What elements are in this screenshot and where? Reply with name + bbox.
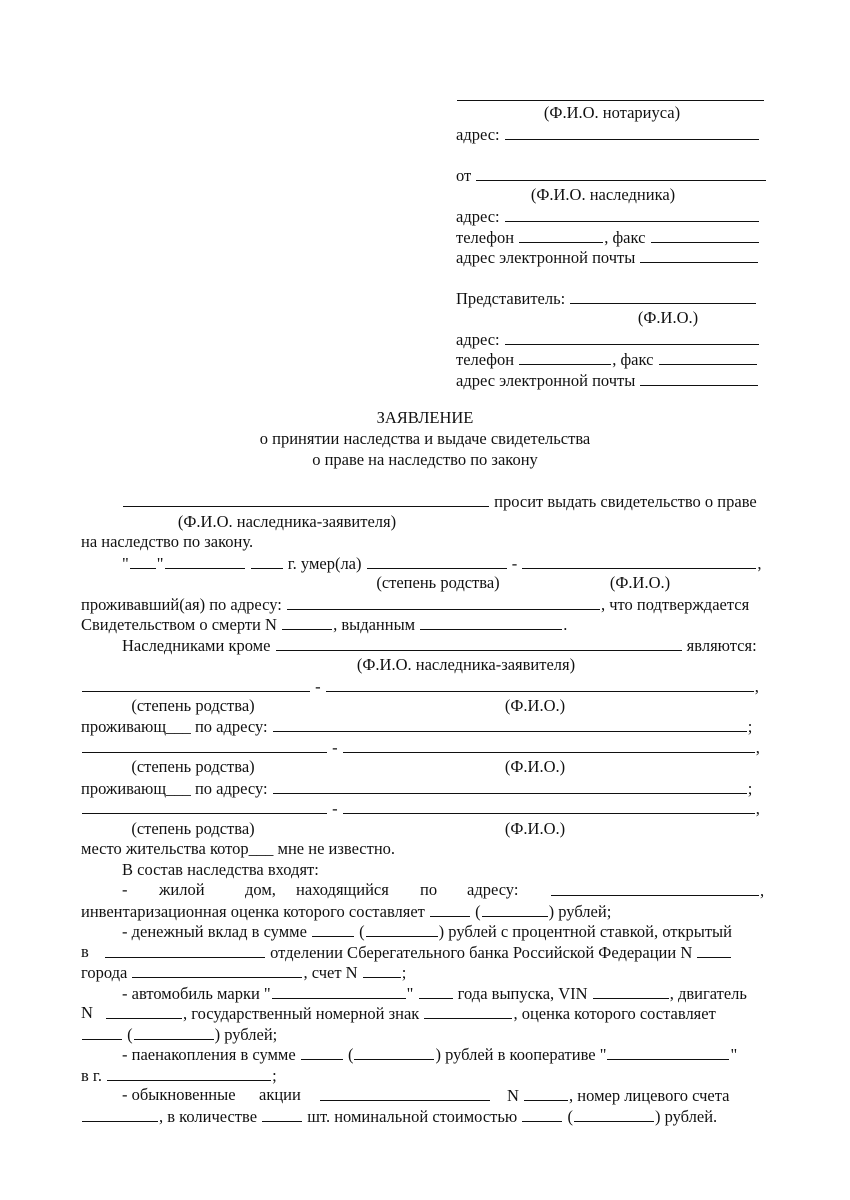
rep-address-label: адрес: xyxy=(456,330,500,349)
rep-address-row xyxy=(456,329,760,351)
city-field[interactable] xyxy=(132,962,302,978)
heir2-degree-caption: (степень родства) xyxy=(131,757,255,776)
car-plate-label: , государственный номерной знак xyxy=(183,1004,420,1023)
rep-phone-label: телефон xyxy=(456,350,515,369)
death-cert-issuer-field[interactable] xyxy=(420,614,562,630)
car-row xyxy=(122,983,747,1005)
deposit-amount[interactable] xyxy=(312,921,354,937)
paren-open: ( xyxy=(347,1045,354,1064)
car-vin-field[interactable] xyxy=(593,983,669,999)
heir1-address-row xyxy=(81,716,752,738)
unknown-residence: место жительства котор___ мне не известно. xyxy=(81,839,396,858)
applicant-caption: (Ф.И.О. наследника-заявителя) xyxy=(177,512,397,531)
paren-open: ( xyxy=(567,1107,573,1126)
comma: , xyxy=(760,881,765,900)
dash: - xyxy=(332,738,338,757)
dash: - xyxy=(315,677,321,696)
car-eval-number[interactable] xyxy=(82,1024,122,1040)
account-label: , счет N xyxy=(303,963,358,982)
deposit-label: - денежный вклад в сумме xyxy=(122,922,307,941)
heirs-label: Наследниками кроме xyxy=(122,636,271,655)
deceased-degree-field[interactable] xyxy=(367,553,507,569)
heir1-degree-caption: (степень родства) xyxy=(131,696,255,715)
rep-fax-field[interactable] xyxy=(659,349,757,365)
branch-row xyxy=(104,942,732,964)
rep-fax-label: , факс xyxy=(612,350,654,369)
heir3-degree-field[interactable] xyxy=(82,798,327,814)
house-eval-label: инвентаризационная оценка которого составляет xyxy=(81,902,425,921)
lived-row xyxy=(81,594,749,616)
stocks-w1: акции xyxy=(259,1085,301,1104)
heir-phone-row xyxy=(456,227,760,249)
car-eval-label: , оценка которого составляет xyxy=(513,1004,716,1023)
branch-label: отделении Сберегательного банка Российской Федерации N xyxy=(270,943,693,962)
car-label: - автомобиль марки " xyxy=(122,984,271,1003)
heir-fax-label: , факс xyxy=(604,228,646,247)
car-year-label: года выпуска, VIN xyxy=(457,984,588,1003)
year-suffix: г. умер(ла) xyxy=(287,554,362,573)
death-year-field[interactable] xyxy=(251,553,283,569)
car-engine-label: , двигатель xyxy=(669,984,747,1003)
applicant-name-field[interactable] xyxy=(123,491,489,507)
heirs-caption: (Ф.И.О. наследника-заявителя) xyxy=(356,655,576,674)
city-row xyxy=(81,962,406,984)
heir2-degree-field[interactable] xyxy=(82,737,327,753)
heir2-fio-caption: (Ф.И.О.) xyxy=(504,757,566,776)
rep-name-field[interactable] xyxy=(570,288,756,304)
heir3-name-field[interactable] xyxy=(343,798,755,814)
stocks-issuer-group xyxy=(319,1085,491,1107)
death-cert-label: Свидетельством о смерти N xyxy=(81,615,277,634)
deposit-amount-words[interactable] xyxy=(366,921,438,937)
heir-name-field[interactable] xyxy=(476,165,766,181)
death-cert-number-field[interactable] xyxy=(282,614,332,630)
branch-number-field[interactable] xyxy=(697,942,731,958)
notary-address-row xyxy=(456,124,760,146)
rub-close: ) рублей; xyxy=(548,902,612,921)
car-eval-row xyxy=(81,1024,277,1046)
heir3-degree-caption: (степень родства) xyxy=(131,819,255,838)
dash: - xyxy=(511,554,518,573)
city-label: города xyxy=(81,963,128,982)
issued-label: , выданным xyxy=(333,615,416,634)
death-month-field[interactable] xyxy=(165,553,245,569)
notary-name-field[interactable] xyxy=(457,100,764,101)
stocks-nom-words[interactable] xyxy=(574,1106,654,1122)
house-eval-row xyxy=(81,901,611,923)
heir1-address-label: проживающ___ по адресу: xyxy=(81,717,268,736)
comma: , xyxy=(757,554,762,573)
death-cert-row xyxy=(81,614,567,636)
p1-tail: просит выдать свидетельство о праве xyxy=(494,492,757,511)
semicolon: ; xyxy=(747,717,753,736)
heir2-address-field[interactable] xyxy=(273,778,747,794)
heirs-tail: являются: xyxy=(686,636,757,655)
house-w3: находящийся xyxy=(296,880,389,899)
paren-open: ( xyxy=(359,922,365,941)
notary-caption: (Ф.И.О. нотариуса) xyxy=(543,103,681,122)
stocks-w0: - обыкновенные xyxy=(122,1085,236,1104)
paren-open: ( xyxy=(475,902,481,921)
quote-open: " xyxy=(122,554,129,573)
rep-phone-field[interactable] xyxy=(519,349,611,365)
stocks-nom-label: шт. номинальной стоимостью xyxy=(307,1107,518,1126)
heir-phone-label: телефон xyxy=(456,228,515,247)
rep-label: Представитель: xyxy=(456,289,566,308)
from-row xyxy=(456,165,767,187)
stocks-qty-row xyxy=(81,1106,717,1128)
heir1-address-field[interactable] xyxy=(273,716,747,732)
heir2-name-field[interactable] xyxy=(343,737,755,753)
heir-email-row xyxy=(456,247,759,269)
coop-name-field[interactable] xyxy=(607,1044,729,1060)
heir3-row xyxy=(81,798,760,820)
document-subtitle-2: о праве на наследство по закону xyxy=(312,450,538,469)
heir-email-field[interactable] xyxy=(640,247,758,263)
share-amount-words[interactable] xyxy=(354,1044,434,1060)
house-w4: по xyxy=(420,880,438,899)
heir3-fio-caption: (Ф.И.О.) xyxy=(504,819,566,838)
deceased-degree-caption: (степень родства) xyxy=(376,573,500,592)
comma: , xyxy=(755,799,760,818)
stocks-nom-number[interactable] xyxy=(522,1106,562,1122)
coop-city-row xyxy=(81,1065,277,1087)
share-label: - паенакопления в сумме xyxy=(122,1045,296,1064)
share-amount[interactable] xyxy=(301,1044,343,1060)
dash: - xyxy=(332,799,338,818)
death-day-field[interactable] xyxy=(130,553,156,569)
stocks-acc-label: , номер лицевого счета xyxy=(569,1086,730,1105)
deceased-fio-caption: (Ф.И.О.) xyxy=(609,573,671,592)
heir1-degree-field[interactable] xyxy=(82,676,310,692)
deposit-row xyxy=(122,921,732,943)
rep-row xyxy=(456,288,757,310)
car-quote: " xyxy=(406,984,414,1003)
rep-email-field[interactable] xyxy=(640,370,758,386)
stocks-rub: ) рублей. xyxy=(654,1107,718,1126)
house-w2: дом, xyxy=(245,880,276,899)
house-address-group xyxy=(550,880,764,902)
lived-tail: , что подтверждается xyxy=(601,595,750,614)
heir1-name-field[interactable] xyxy=(326,676,754,692)
death-date-row xyxy=(122,553,762,575)
rep-email-row xyxy=(456,370,759,392)
notary-address-label: адрес: xyxy=(456,125,500,144)
car-year-field[interactable] xyxy=(419,983,453,999)
account-field[interactable] xyxy=(363,962,401,978)
stocks-qty-label: , в количестве xyxy=(159,1107,258,1126)
share-tail: ) рублей в кооперативе " xyxy=(435,1045,607,1064)
heir-address-row xyxy=(456,206,760,228)
house-w1: жилой xyxy=(159,880,205,899)
house-w5: адресу: xyxy=(467,880,519,899)
rep-phone-row xyxy=(456,349,758,371)
deposit-tail: ) рублей с процентной ставкой, открытый xyxy=(438,922,732,941)
rep-email-label: адрес электронной почты xyxy=(456,371,636,390)
house-w0: - xyxy=(122,880,128,899)
document-subtitle-1: о принятии наследства и выдаче свидетельства xyxy=(259,429,591,448)
heir-address-field[interactable] xyxy=(505,206,759,222)
heirs-row xyxy=(122,635,757,657)
coop-city-field[interactable] xyxy=(107,1065,271,1081)
period: . xyxy=(563,615,568,634)
document-title: ЗАЯВЛЕНИЕ xyxy=(376,408,474,427)
share-quote: " xyxy=(730,1045,738,1064)
lived-label: проживавший(ая) по адресу: xyxy=(81,595,282,614)
rep-address-field[interactable] xyxy=(505,329,759,345)
coop-city-label: в г. xyxy=(81,1066,102,1085)
house-address-field[interactable] xyxy=(551,880,759,896)
house-eval-words[interactable] xyxy=(482,901,548,917)
deceased-name-field[interactable] xyxy=(522,553,756,569)
heir1-fio-caption: (Ф.И.О.) xyxy=(504,696,566,715)
semicolon: ; xyxy=(401,963,407,982)
car-n: N xyxy=(81,1003,93,1022)
house-eval-number[interactable] xyxy=(430,901,470,917)
car-brand-field[interactable] xyxy=(272,983,406,999)
heir-phone-field[interactable] xyxy=(519,227,603,243)
heir-caption: (Ф.И.О. наследника) xyxy=(530,185,676,204)
comma: , xyxy=(754,677,759,696)
car-plate-row xyxy=(105,1003,716,1025)
stocks-n-group xyxy=(507,1085,729,1107)
quote-close: " xyxy=(156,554,164,573)
rep-caption: (Ф.И.О.) xyxy=(637,308,699,327)
car-plate-field[interactable] xyxy=(424,1003,512,1019)
heir-fax-field[interactable] xyxy=(651,227,759,243)
semicolon: ; xyxy=(747,779,753,798)
stocks-account-field[interactable] xyxy=(82,1106,158,1122)
car-engine-field[interactable] xyxy=(106,1003,182,1019)
heirs-applicant-field[interactable] xyxy=(276,635,682,651)
p1-line2: на наследство по закону. xyxy=(81,532,254,551)
branch-in: в xyxy=(81,942,89,961)
heir1-row xyxy=(81,676,759,698)
heir2-address-label: проживающ___ по адресу: xyxy=(81,779,268,798)
notary-address-field[interactable] xyxy=(505,124,759,140)
heir2-row xyxy=(81,737,760,759)
stocks-number-field[interactable] xyxy=(524,1085,568,1101)
semicolon: ; xyxy=(272,1066,277,1085)
heir-address-label: адрес: xyxy=(456,207,500,226)
heir2-address-row xyxy=(81,778,752,800)
comma: , xyxy=(755,738,760,757)
paren-open: ( xyxy=(127,1025,133,1044)
heir-email-label: адрес электронной почты xyxy=(456,248,636,267)
car-rub: ) рублей; xyxy=(214,1025,278,1044)
deceased-address-field[interactable] xyxy=(287,594,600,610)
estate-intro: В состав наследства входят: xyxy=(122,860,319,879)
share-row xyxy=(122,1044,737,1066)
stocks-qty-field[interactable] xyxy=(262,1106,302,1122)
stocks-n-label: N xyxy=(507,1086,519,1105)
car-eval-words[interactable] xyxy=(134,1024,214,1040)
p1-row xyxy=(122,491,757,513)
stocks-issuer-field[interactable] xyxy=(320,1085,490,1101)
from-label: от xyxy=(456,166,472,185)
branch-field[interactable] xyxy=(105,942,265,958)
